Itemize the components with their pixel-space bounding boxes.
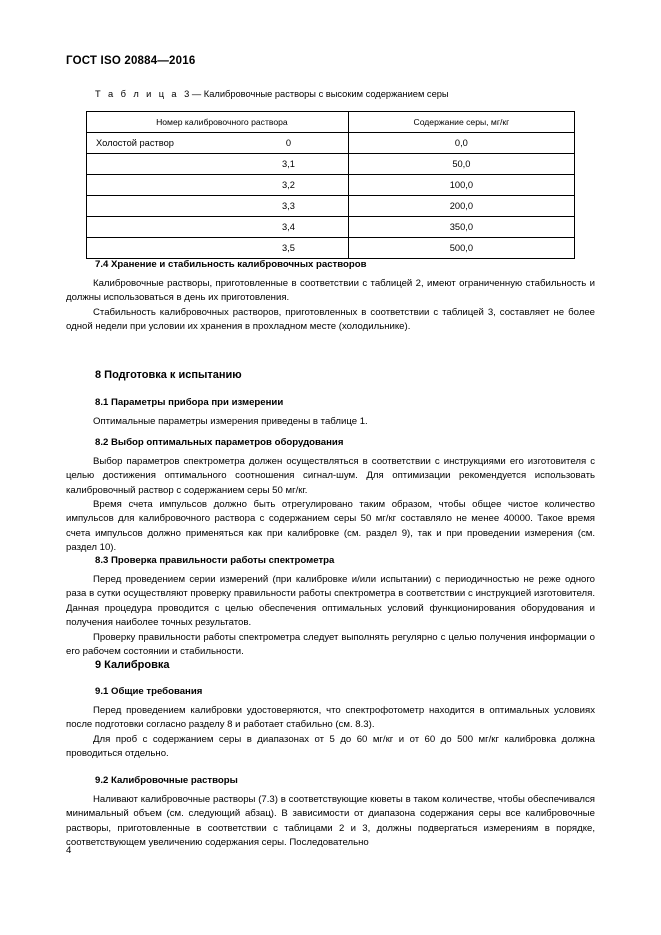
table-row	[87, 154, 575, 175]
heading-7-4: 7.4 Хранение и стабильность калибровочных растворов	[95, 259, 367, 270]
cell-solution-label	[87, 154, 230, 175]
table-header-row	[87, 112, 575, 133]
heading-9: 9 Калибровка	[95, 659, 170, 671]
cell-solution-label	[87, 196, 230, 217]
cell-solution-label	[87, 217, 230, 238]
heading-8: 8 Подготовка к испытанию	[95, 369, 242, 381]
table-header-solution-number: Номер калибровочного раствора	[87, 112, 349, 133]
paragraph-8-3-2: Проверку правильности работы спектрометра следует выполнять регулярно с целью получения информации о его рабочем состоянии и стабильности.	[66, 632, 595, 658]
table-row	[87, 238, 575, 259]
heading-9-2: 9.2 Калибровочные растворы	[95, 775, 238, 786]
cell-solution-number: 3,2	[229, 175, 348, 196]
table-caption-text: 3 — Калибровочные растворы с высоким содержанием серы	[184, 89, 449, 99]
cell-solution-number: 0	[229, 133, 348, 154]
cell-solution-number: 3,5	[229, 238, 348, 259]
table-caption	[95, 89, 449, 99]
heading-8-3: 8.3 Проверка правильности работы спектрометра	[95, 555, 335, 566]
cell-solution-label	[87, 175, 230, 196]
table-caption-prefix: Т а б л и ц а	[95, 89, 179, 99]
paragraph-8-2-1: Выбор параметров спектрометра должен осуществляться в соответствии с инструкциями его изготовителя с целью достижения оптимального соотношения сигнал-шум. Для оптимизации рекомендуется использовать калибровочный раствор с содержанием серы 50 мг/кг.	[66, 456, 595, 496]
cell-sulfur-value: 50,0	[348, 154, 574, 175]
cell-solution-number: 3,4	[229, 217, 348, 238]
cell-sulfur-value: 0,0	[348, 133, 574, 154]
calibration-solutions-table	[86, 111, 575, 259]
cell-sulfur-value: 500,0	[348, 238, 574, 259]
heading-8-1: 8.1 Параметры прибора при измерении	[95, 397, 284, 408]
page-number: 4	[66, 845, 72, 856]
paragraph-8-3-1: Перед проведением серии измерений (при калибровке и/или испытании) с периодичностью не реже одного раза в сутки осуществляют проверку правильности работы спектрометра в соответствии с инструкцией изготовителя. Данная процедура проводится с целью обеспечения оптимальных условий функционирования оборудования и получения наиболее точных результатов.	[66, 574, 595, 629]
cell-sulfur-value: 200,0	[348, 196, 574, 217]
paragraph-9-1-2: Для проб с содержанием серы в диапазонах от 5 до 60 мг/кг и от 60 до 500 мг/кг калибровка должна проводиться отдельно.	[66, 734, 595, 760]
cell-solution-number: 3,1	[229, 154, 348, 175]
heading-8-2: 8.2 Выбор оптимальных параметров оборудования	[95, 437, 344, 448]
table-row	[87, 217, 575, 238]
cell-sulfur-value: 100,0	[348, 175, 574, 196]
running-head: ГОСТ ISO 20884—2016	[66, 55, 196, 67]
paragraph-7-4-1: Калибровочные растворы, приготовленные в соответствии с таблицей 2, имеют ограниченную стабильность и должны использоваться в день их приготовления.	[66, 278, 595, 304]
paragraph-8-1-1: Оптимальные параметры измерения приведены в таблице 1.	[93, 416, 368, 427]
heading-9-1: 9.1 Общие требования	[95, 686, 203, 697]
paragraph-8-2-2: Время счета импульсов должно быть отрегулировано таким образом, чтобы общее чистое количество импульсов для калибровочного раствора с содержанием серы 50 мг/кг составляло не менее 40000. Такое время счета импульсов должно применяться как при калибровке (см. раздел 9), так и при проведении измерения (см. раздел 10).	[66, 499, 595, 554]
table-header-sulfur-content: Содержание серы, мг/кг	[348, 112, 574, 133]
table-row	[87, 196, 575, 217]
table-head	[87, 112, 575, 133]
paragraph-7-4-2: Стабильность калибровочных растворов, приготовленных в соответствии с таблицей 3, составляет не более одной недели при условии их хранения в прохладном месте (холодильнике).	[66, 307, 595, 333]
cell-solution-number: 3,3	[229, 196, 348, 217]
table-row	[87, 133, 575, 154]
cell-solution-label: Холостой раствор	[87, 133, 230, 154]
paragraph-9-2-1: Наливают калибровочные растворы (7.3) в соответствующие кюветы в таком количестве, чтобы обеспечивался минимальный объем (см. следующий абзац). В зависимости от диапазона содержания серы все калибровочные растворы, приготовленные в соответствии с таблицами 2 и 3, должны подвергаться измерениям в порядке, соответствующем увеличению содержания серы. Последовательно	[66, 794, 595, 849]
table-row	[87, 175, 575, 196]
cell-sulfur-value: 350,0	[348, 217, 574, 238]
table-body	[87, 133, 575, 259]
cell-solution-label	[87, 238, 230, 259]
paragraph-9-1-1: Перед проведением калибровки удостоверяются, что спектрофотометр находится в оптимальных условиях после подготовки согласно разделу 8 и работает стабильно (см. 8.3).	[66, 705, 595, 731]
